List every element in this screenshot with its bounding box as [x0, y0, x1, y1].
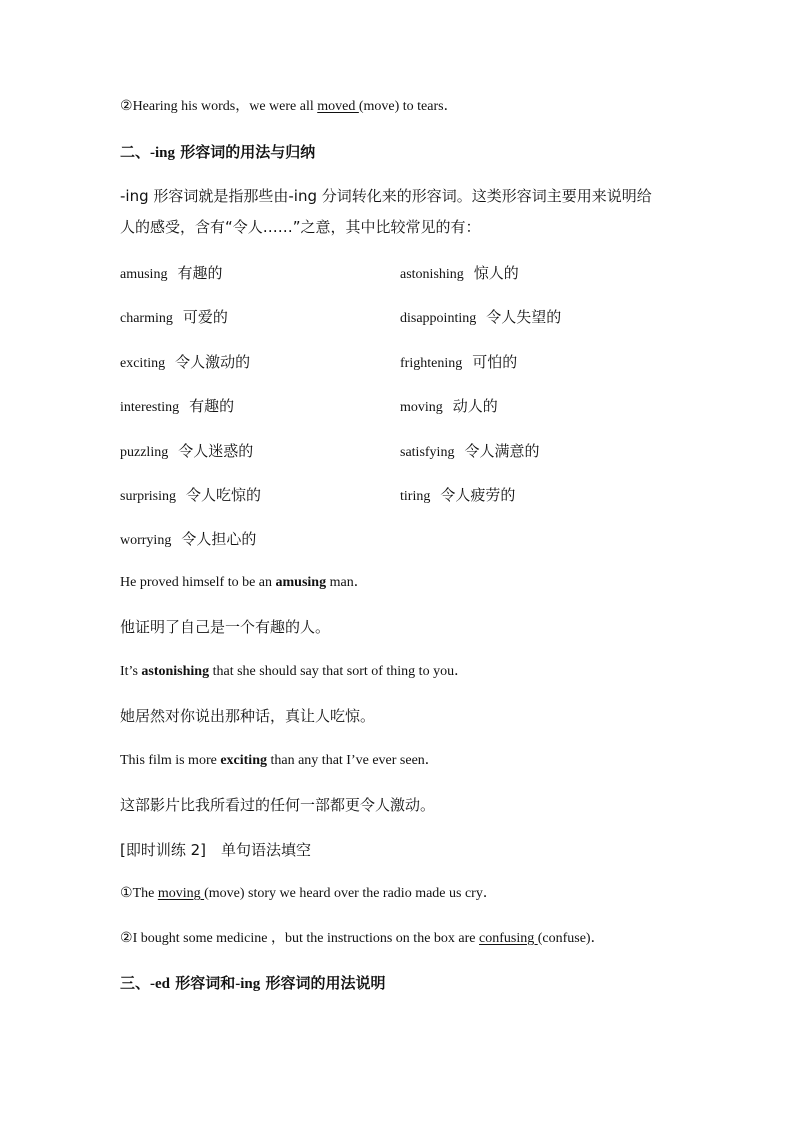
intro-example: ②Hearing his words，we were all moved (move) to tears．	[120, 99, 458, 114]
practice-item: ②I bought some medicine ，but the instructions on the box are confusing (confuse)．	[120, 931, 605, 946]
vocab-item: worrying 令人担心的	[120, 530, 257, 548]
vocab-row	[120, 395, 680, 417]
vocab-item: satisfying 令人满意的	[400, 442, 540, 460]
example-translation: 她居然对你说出那种话，真让人吃惊。	[120, 707, 376, 725]
vocab-item: astonishing 惊人的	[400, 264, 519, 282]
vocab-item: tiring 令人疲劳的	[400, 486, 516, 504]
answer-blank: confusing	[479, 931, 538, 946]
vocab-item: charming 可爱的	[120, 308, 228, 326]
vocab-item: interesting 有趣的	[120, 397, 235, 415]
vocab-row	[120, 440, 680, 462]
vocab-row	[120, 484, 680, 506]
vocab-item: amusing 有趣的	[120, 264, 223, 282]
example-sentence: This film is more exciting than any that I’ve ever seen．	[120, 753, 439, 768]
example-sentence: He proved himself to be an amusing man．	[120, 575, 368, 590]
vocab-row	[120, 306, 680, 328]
example-translation: 这部影片比我所看过的任何一部都更令人激动。	[120, 796, 436, 814]
example-sentence: It’s astonishing that she should say that sort of thing to you．	[120, 664, 469, 679]
vocab-row	[120, 262, 680, 284]
vocab-item: puzzling 令人迷惑的	[120, 442, 254, 460]
section-description-line-2: 人的感受，含有“令人……”之意，其中比较常见的有：	[120, 218, 481, 236]
example-translation: 他证明了自己是一个有趣的人。	[120, 618, 331, 636]
vocab-item: moving 动人的	[400, 397, 498, 415]
vocab-item: exciting 令人激动的	[120, 353, 251, 371]
section-heading-3: 三、-ed 形容词和-ing 形容词的用法说明	[120, 974, 386, 992]
vocab-item: frightening 可怕的	[400, 353, 518, 371]
answer-blank: moving	[157, 886, 205, 901]
vocab-row	[120, 528, 680, 550]
vocab-row	[120, 351, 680, 373]
answer-blank: moved	[317, 99, 359, 114]
vocab-item: disappointing 令人失望的	[400, 308, 562, 326]
practice-title: [即时训练 2] 单句语法填空	[120, 841, 312, 859]
section-heading-2: 二、-ing 形容词的用法与归纳	[120, 143, 316, 161]
section-description-line-1: -ing 形容词就是指那些由-ing 分词转化来的形容词。这类形容词主要用来说明给	[120, 187, 652, 205]
practice-item: ①The moving (move) story we heard over the radio made us cry．	[120, 886, 497, 901]
vocab-item: surprising 令人吃惊的	[120, 486, 262, 504]
